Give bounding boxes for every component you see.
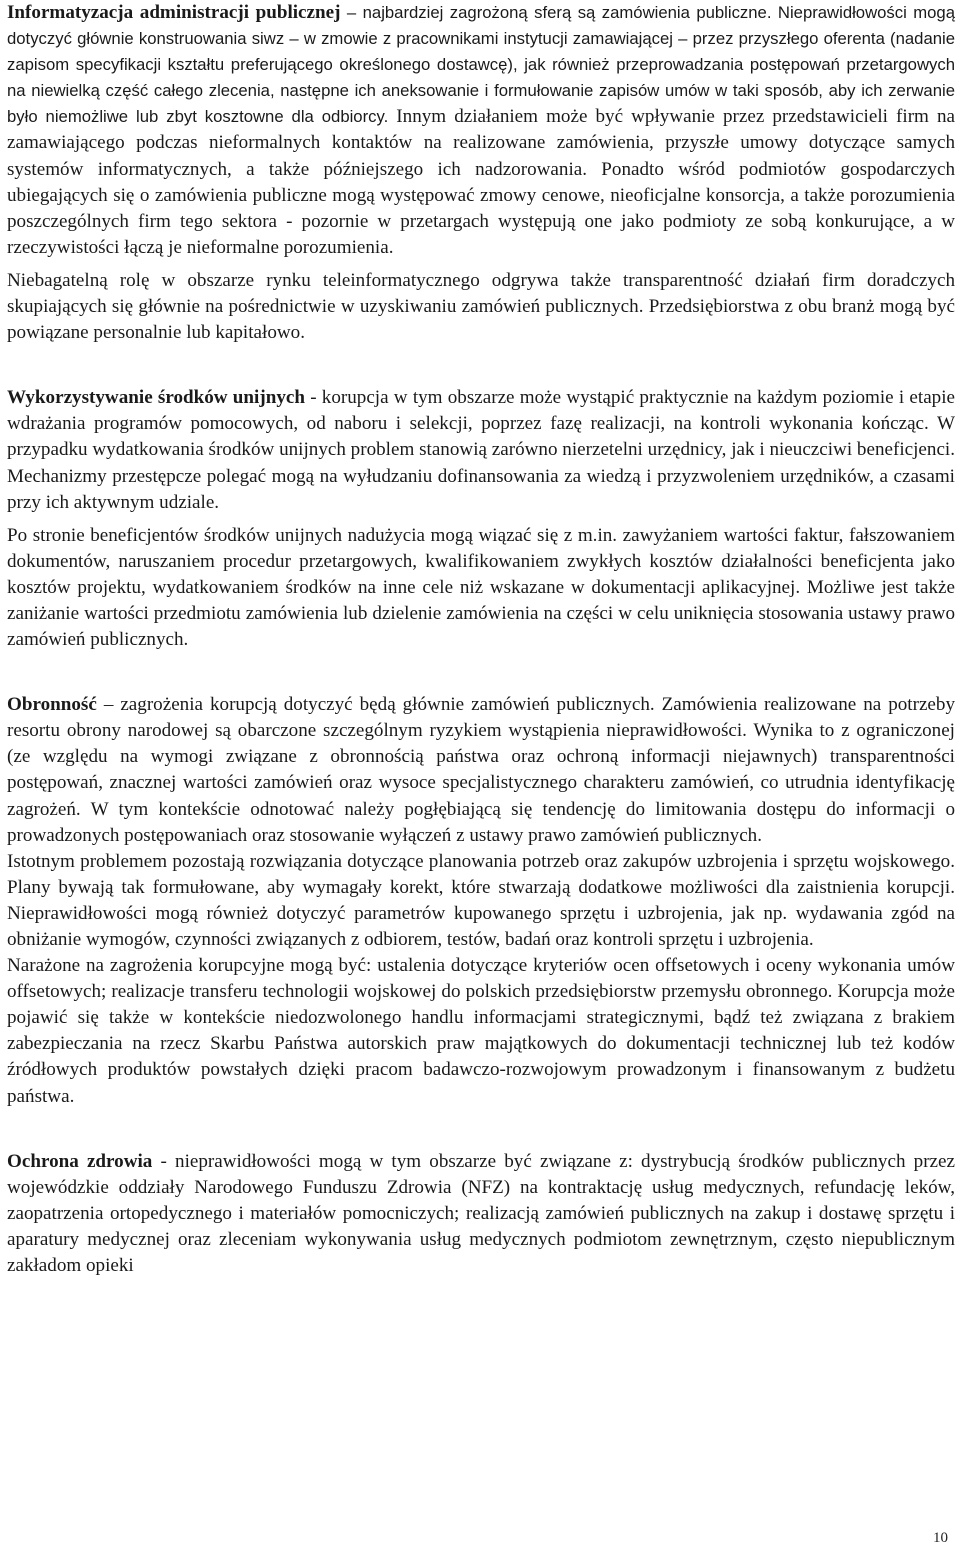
paragraph-obronnosc-2: Istotnym problemem pozostają rozwiązania dotyczące planowania potrzeb oraz zakupów uzbrojenia i sprzętu wojskowego. Plany bywają tak formułowane, aby wymagały korekt, które stwarzają dodatkowe możliwości dla zaistnienia korupcji. Nieprawidłowości mogą również dotyczyć parametrów kupowanego sprzętu i uzbrojenia, jak np. wydawania zgód na obniżanie wymogów, czynności związanych z odbiorem, testów, badań oraz kontroli sprzętu i uzbrojenia. bbox=[7, 850, 955, 950]
paragraph-text: – zagrożenia korupcją dotyczyć będą głównie zamówień publicznych. Zamówienia realizowane na potrzeby resortu obrony narodowej są obarczone szczególnym ryzykiem wystąpienia nieprawidłowości. Wynika to z ograniczonej (ze względu na wymogi związane z obronnością państwa oraz ochroną informacji niejawnych) transparentności postępowań, znacznej wartości zamówień oraz wysoce specjalistycznego charakteru zamówień, co utrudnia identyfikację zagrożeń. W tym kontekście odnotować należy pogłębiającą się tendencję do limitowania dostępu do informacji o prowadzonych postępowaniach oraz stosowanie wyłączeń z ustawy prawo zamówień publicznych. bbox=[7, 694, 955, 846]
document-page bbox=[7, 0, 955, 1279]
section-heading-zdrowie: Ochrona zdrowia bbox=[7, 1150, 153, 1172]
section-heading-unijne: Wykorzystywanie środków unijnych bbox=[7, 387, 305, 409]
paragraph-informatyzacja-2: Niebagatelną rolę w obszarze rynku teleinformatycznego odgrywa także transparentność działań firm doradczych skupiających się głównie na pośrednictwie w uzyskiwaniu zamówień publicznych. Przedsiębiorstwa z obu branż mogą być powiązane personalnie lub kapitałowo. bbox=[7, 269, 955, 344]
paragraph-zdrowie-1 bbox=[7, 1149, 955, 1279]
section-heading-informatyzacja: Informatyzacja administracji publicznej bbox=[7, 2, 341, 23]
paragraph-unijne-1 bbox=[7, 385, 955, 515]
paragraph-text: Innym działaniem może być wpływanie przez przedstawicieli firm na zamawiającego podczas nieformalnych kontaktów na realizowane zamówienia, przyszłe umowy dotyczące samych systemów informatycznych, a także późniejszego ich nadzorowania. Ponadto wśród podmiotów gospodarczych ubiegających się o zamówienia publiczne mogą występować zmowy cenowe, nieoficjalne konsorcja, a także porozumienia poszczególnych firm tego sektora - pozornie w przetargach występują one jako podmioty ze sobą konkurujące, a w rzeczywistości łączą je nieformalne porozumienia. bbox=[7, 106, 955, 258]
paragraph-text: - korupcja w tym obszarze może wystąpić praktycznie na każdym poziomie i etapie wdrażania programów pomocowych, od naboru i selekcji, poprzez fazę realizacji, na kontroli wykonania kończąc. W przypadku wydatkowania środków unijnych problem stanowią zarówno nierzetelni urzędnicy, jak i nieuczciwi beneficjenci. Mechanizmy przestępcze polegać mogą na wyłudzaniu dofinansowania za wiedzą i przyzwoleniem urzędników, a czasami przy ich aktywnym udziale. bbox=[7, 387, 955, 513]
paragraph-obronnosc-3: Narażone na zagrożenia korupcyjne mogą być: ustalenia dotyczące kryteriów ocen offsetowych i oceny wykonania umów offsetowych; realizacje transferu technologii wojskowej do polskich przedsiębiorstw przemysłu obronnego. Korupcja może pojawić się także w kontekście niedozwolonego handlu informacjami strategicznymi, bądź też związana z brakiem zabezpieczania na rzecz Skarbu Państwa autorskich praw majątkowych do dokumentacji technicznej lub też kodów źródłowych produktów powstałych dzięki pracom badawczo-rozwojowym prowadzonym i finansowanym z budżetu państwa. bbox=[7, 955, 955, 1107]
paragraph-text: - nieprawidłowości mogą w tym obszarze być związane z: dystrybucją środków publicznych przez wojewódzkie oddziały Narodowego Funduszu Zdrowia (NFZ) na kontraktację usług medycznych, refundację leków, zaopatrzenia ortopedycznego i materiałów pomocniczych; realizacją zamówień publicznych na zakup i dostawę sprzętu i aparatury medycznej oraz zleceniam wykonywania usług medycznych podmiotom zewnętrznym, często niepublicznym zakładom opieki bbox=[7, 1150, 955, 1277]
section-heading-obronnosc: Obronność bbox=[7, 694, 97, 716]
paragraph-unijne-2: Po stronie beneficjentów środków unijnych nadużycia mogą wiązać się z m.in. zawyżaniem wartości faktur, fałszowaniem dokumentów, naruszaniem procedur przetargowych, kwalifikowaniem zwykłych kosztów działalności beneficjenta jako kosztów projektu, wydatkowaniem środków na inne cele niż wskazane w dokumentacji aplikacyjnej. Możliwe jest także zaniżanie wartości przedmiotu zamówienia lub dzielenie zamówienia na części w celu uniknięcia stosowania ustawy prawo zamówień publicznych. bbox=[7, 524, 955, 651]
paragraph-informatyzacja-1 bbox=[7, 0, 955, 261]
paragraph-obronnosc-1 bbox=[7, 692, 955, 849]
page-number: 10 bbox=[933, 1530, 948, 1546]
paragraph-text: – najbardziej zagrożoną sferą są zamówienia publiczne. Nieprawidłowości mogą dotyczyć głównie konstruowania siwz – w zmowie z pracownikami instytucji zamawiającej – przez przyszłego oferenta (nadanie zapisom specyfikacji kształtu preferującego określonego dostawcę), jak również przeprowadzania postępowań przetargowych na niewielką część całego zlecenia, następne ich aneksowanie i formułowanie zapisów umów w taki sposób, aby ich zerwanie było niemożliwe lub zbyt kosztowne dla odbiorcy. bbox=[7, 3, 955, 127]
